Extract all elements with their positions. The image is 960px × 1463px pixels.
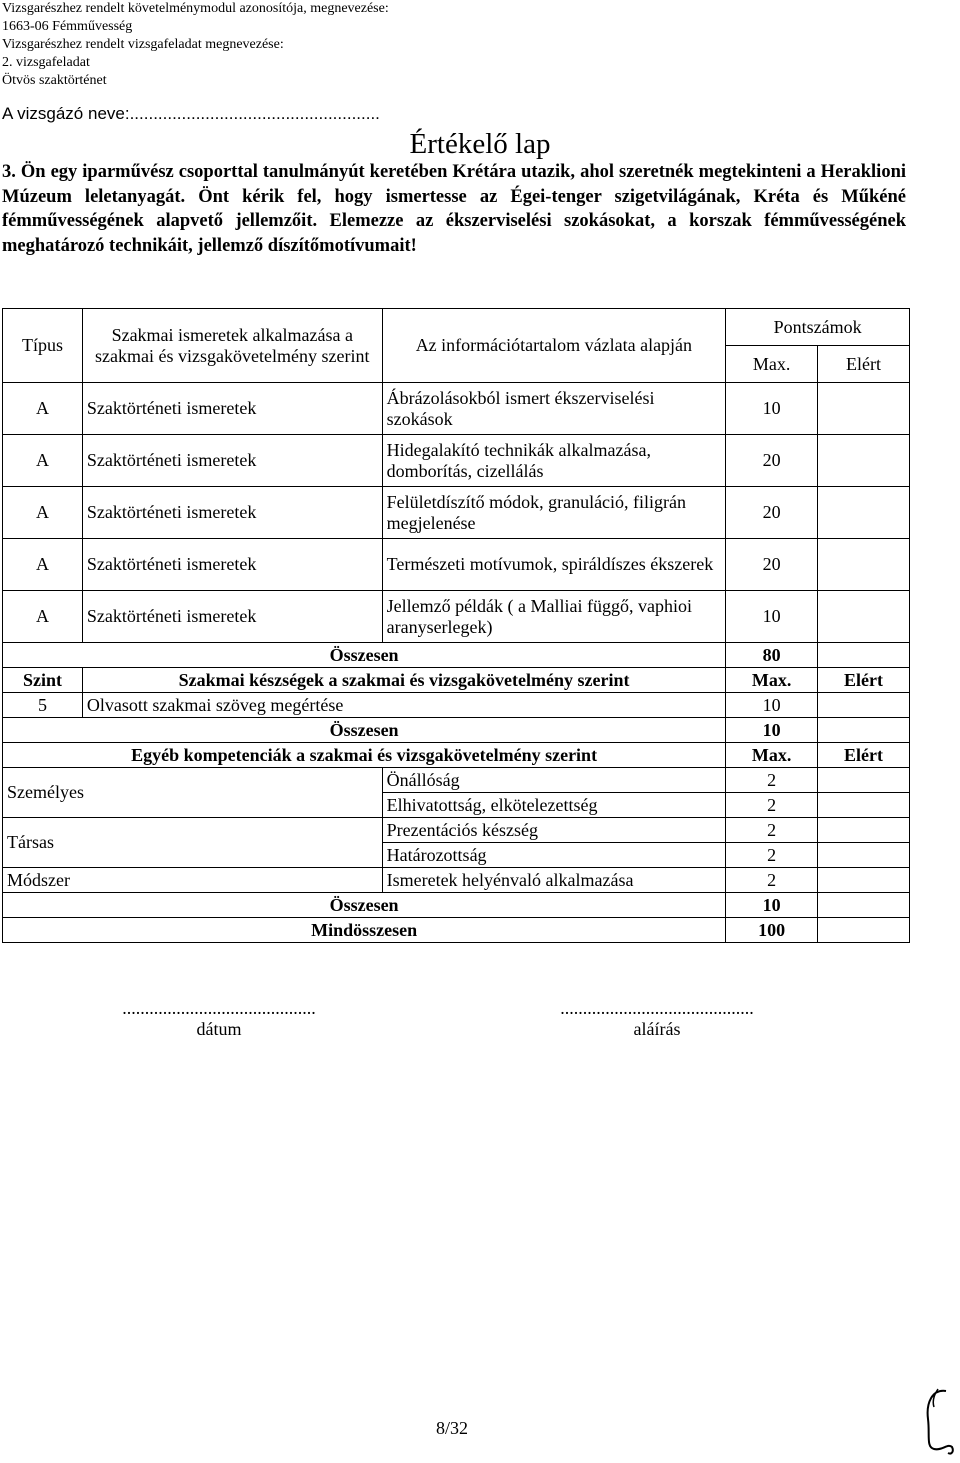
table-row xyxy=(3,383,910,435)
row-info: Ábrázolásokból ismert ékszerviselési szokások xyxy=(382,383,726,435)
row-knowledge: Szaktörténeti ismeretek xyxy=(82,591,382,643)
row-achieved[interactable] xyxy=(818,383,910,435)
competency-achieved[interactable] xyxy=(818,843,910,868)
date-dots: ........................................... xyxy=(122,998,316,1018)
col-points-header: Pontszámok xyxy=(726,309,910,346)
total-max: 80 xyxy=(726,643,818,668)
evaluation-table xyxy=(2,308,910,943)
skills-label: Olvasott szakmai szöveg megértése xyxy=(82,693,725,718)
row-info: Természeti motívumok, spiráldíszes ékszerek xyxy=(382,539,726,591)
competencies-max-header: Max. xyxy=(726,743,818,768)
row-knowledge: Szaktörténeti ismeretek xyxy=(82,435,382,487)
row-knowledge: Szaktörténeti ismeretek xyxy=(82,487,382,539)
total-label: Összesen xyxy=(3,643,726,668)
header-line-3: Vizsgarészhez rendelt vizsgafeladat megnevezése: xyxy=(2,37,284,52)
col-type-header: Típus xyxy=(3,309,83,383)
row-type: A xyxy=(3,539,83,591)
total-achieved[interactable] xyxy=(818,643,910,668)
row-achieved[interactable] xyxy=(818,435,910,487)
grand-total-label: Mindösszesen xyxy=(3,918,726,943)
competency-social: Társas xyxy=(3,818,383,868)
signature-label: aláírás xyxy=(633,1019,681,1039)
row-achieved[interactable] xyxy=(818,539,910,591)
header-line-1: Vizsgarészhez rendelt követelménymodul azonosítója, megnevezése: xyxy=(2,1,389,16)
grand-total-max: 100 xyxy=(726,918,818,943)
competency-label: Határozottság xyxy=(382,843,726,868)
total-label: Összesen xyxy=(3,718,726,743)
competency-achieved[interactable] xyxy=(818,793,910,818)
row-info: Jellemző példák ( a Malliai függő, vaphioi aranyserlegek) xyxy=(382,591,726,643)
skills-header: Szakmai készségek a szakmai és vizsgakövetelmény szerint xyxy=(82,668,725,693)
candidate-name-line: A vizsgázó neve:..................................................... xyxy=(2,104,380,123)
total-achieved[interactable] xyxy=(818,893,910,918)
competency-label: Elhivatottság, elkötelezettség xyxy=(382,793,726,818)
competency-max: 2 xyxy=(726,793,818,818)
competency-max: 2 xyxy=(726,868,818,893)
date-label: dátum xyxy=(196,1019,242,1039)
competency-achieved[interactable] xyxy=(818,768,910,793)
row-type: A xyxy=(3,383,83,435)
row-max: 10 xyxy=(726,383,818,435)
skills-achieved-header: Elért xyxy=(818,668,910,693)
table-row xyxy=(3,591,910,643)
competency-max: 2 xyxy=(726,818,818,843)
competency-achieved[interactable] xyxy=(818,868,910,893)
header-line-5: Ötvös szaktörténet xyxy=(2,73,107,88)
total-label: Összesen xyxy=(3,893,726,918)
total-achieved[interactable] xyxy=(818,718,910,743)
competency-label: Ismeretek helyénvaló alkalmazása xyxy=(382,868,726,893)
col-max-header: Max. xyxy=(726,346,818,383)
row-info: Hidegalakító technikák alkalmazása, domborítás, cizellálás xyxy=(382,435,726,487)
grand-total-achieved[interactable] xyxy=(818,918,910,943)
competency-personal: Személyes xyxy=(3,768,383,818)
page-number: 8/32 xyxy=(436,1418,469,1438)
row-max: 20 xyxy=(726,487,818,539)
skills-max-header: Max. xyxy=(726,668,818,693)
handwritten-initial-icon xyxy=(918,1385,958,1457)
skills-max: 10 xyxy=(726,693,818,718)
col-achieved-header: Elért xyxy=(818,346,910,383)
table-row xyxy=(3,539,910,591)
total-max: 10 xyxy=(726,893,818,918)
row-max: 10 xyxy=(726,591,818,643)
total-max: 10 xyxy=(726,718,818,743)
competencies-header: Egyéb kompetenciák a szakmai és vizsgakövetelmény szerint xyxy=(3,743,726,768)
task-description: 3. Ön egy iparművész csoporttal tanulmányút keretében Krétára utazik, ahol szeretnék megtekinteni a Heraklioni Múzeum leletanyagát. Önt kérik fel, hogy ismertesse az Égei-tenger szigetvilágának, Kréta és Műkéné fémművességének alapvető jellemzőit. Elemezze az ékszerviselési szokásokat, a korszak fémművességének meghatározó technikáit, jellemző díszítőmotívumait! xyxy=(2,162,906,256)
row-knowledge: Szaktörténeti ismeretek xyxy=(82,539,382,591)
skills-level-header: Szint xyxy=(3,668,83,693)
date-field[interactable] xyxy=(86,998,352,1040)
col-info-header: Az információtartalom vázlata alapján xyxy=(382,309,726,383)
table-row xyxy=(3,435,910,487)
signature-field[interactable] xyxy=(524,998,790,1040)
competencies-achieved-header: Elért xyxy=(818,743,910,768)
row-max: 20 xyxy=(726,539,818,591)
signature-dots: ........................................... xyxy=(560,998,754,1018)
page-title: Értékelő lap xyxy=(409,128,551,160)
document-header xyxy=(2,0,389,90)
row-type: A xyxy=(3,591,83,643)
competency-achieved[interactable] xyxy=(818,818,910,843)
row-type: A xyxy=(3,435,83,487)
competency-label: Prezentációs készség xyxy=(382,818,726,843)
row-knowledge: Szaktörténeti ismeretek xyxy=(82,383,382,435)
skills-achieved[interactable] xyxy=(818,693,910,718)
row-achieved[interactable] xyxy=(818,487,910,539)
header-line-2: 1663-06 Fémművesség xyxy=(2,19,133,34)
header-line-4: 2. vizsgafeladat xyxy=(2,55,90,70)
competency-max: 2 xyxy=(726,843,818,868)
competency-max: 2 xyxy=(726,768,818,793)
row-type: A xyxy=(3,487,83,539)
row-max: 20 xyxy=(726,435,818,487)
row-achieved[interactable] xyxy=(818,591,910,643)
competency-method: Módszer xyxy=(3,868,383,893)
skills-level: 5 xyxy=(3,693,83,718)
table-row xyxy=(3,487,910,539)
row-info: Felületdíszítő módok, granuláció, filigrán megjelenése xyxy=(382,487,726,539)
col-knowledge-header: Szakmai ismeretek alkalmazása a szakmai és vizsgakövetelmény szerint xyxy=(82,309,382,383)
competency-label: Önállóság xyxy=(382,768,726,793)
